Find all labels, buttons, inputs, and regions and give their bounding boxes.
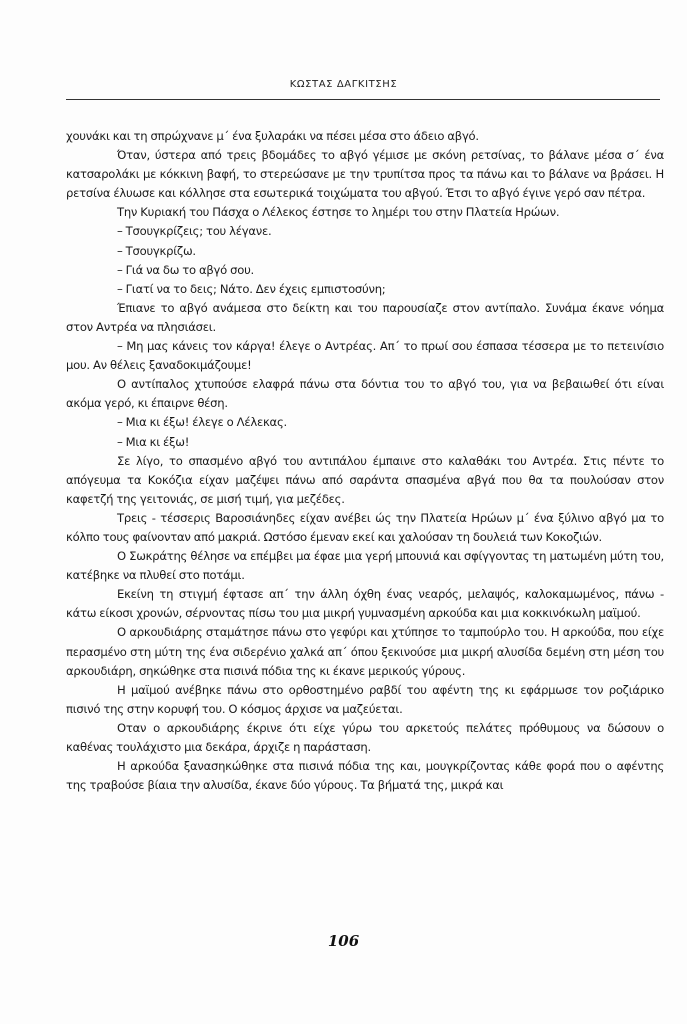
dialogue-line: – Γιατί να το δεις; Νάτο. Δεν έχεις εμπιστοσύνη;: [117, 281, 386, 296]
dialogue-line: – Μια κι έξω!: [117, 434, 190, 449]
dialogue-line: – Τσουγκρίζεις; του λέγανε.: [117, 224, 272, 239]
body-text: [66, 127, 664, 795]
dialogue-line: – Μια κι έξω! έλεγε ο Λέλεκας.: [117, 415, 287, 430]
page-number: 106: [327, 932, 360, 950]
paragraph: Όταν, ύστερα από τρεις βδομάδες το αβγό γέμισε με σκόνη ρετσίνας, το βάλανε μέσα σ΄ ένα κατσαρολάκι με κόκκινη βαφή, το στερεώσανε με την τρυπίτσα προς τα πάνω και το βάλανε να βράσει. Η ρετσίνα έλυωσε και κόλλησε στα εσωτερικά τοιχώματα του αβγού. Έτσι το αβγό έγινε γερό σαν πέτρα.: [66, 148, 664, 201]
paragraph: Την Κυριακή του Πάσχα ο Λέλεκος έστησε το λημέρι του στην Πλατεία Ηρώων.: [117, 205, 560, 220]
running-header: ΚΩΣΤΑΣ ΔΑΓΚΙΤΣΗΣ: [289, 79, 398, 90]
dialogue-line: – Μη μας κάνεις τον κάργα! έλεγε ο Αντρέας. Απ΄ το πρωί σου έσπασα τέσσερα με το πετεινίσιο μου. Αν θέλεις ξαναδοκιμάζουμε!: [66, 339, 664, 373]
paragraph: Έπιανε το αβγό ανάμεσα στο δείκτη και του παρουσίαζε στον αντίπαλο. Συνάμα έκανε νόημα στον Αντρέα να πλησιάσει.: [66, 300, 664, 334]
paragraph: Ο αρκουδιάρης σταμάτησε πάνω στο γεφύρι και χτύπησε το ταμπούρλο του. Η αρκούδα, που είχε περασμένο στη μύτη της ένα σιδερένιο χαλκά απ΄ όπου ξεκινούσε μια μικρή αλυσίδα δεμένη στη μέση του αρκουδιάρη, σηκώθηκε στα πισινά πόδια της κι έκανε μερικούς γύρους.: [66, 625, 664, 678]
dialogue-line: – Τσουγκρίζω.: [117, 243, 196, 258]
paragraph: Οταν ο αρκουδιάρης έκρινε ότι είχε γύρω του αρκετούς πελάτες πρόθυμους να δώσουν ο καθένας τουλάχιστο μια δεκάρα, άρχιζε η παράσταση.: [66, 720, 664, 754]
paragraph: Η αρκούδα ξανασηκώθηκε στα πισινά πόδια της και, μουγκρίζοντας κάθε φορά που ο αφέντης της τραβούσε βίαια την αλυσίδα, έκανε δύο γύρους. Τα βήματά της, μικρά και: [66, 759, 664, 793]
paragraph: Τρεις - τέσσερις Βαροσιάνηδες είχαν ανέβει ώς την Πλατεία Ηρώων μ΄ ένα ξύλινο αβγό μα το κόλπο τους φαίνονταν από μακριά. Ωστόσο έμεναν εκεί και χαλούσαν τη δουλειά των Κοκοζιών.: [66, 510, 664, 544]
paragraph: Ο Σωκράτης θέλησε να επέμβει μα έφαε μια γερή μπουνιά και σφίγγοντας τη ματωμένη μύτη του, κατέβηκε να πλυθεί στο ποτάμι.: [66, 549, 664, 583]
paragraph: Εκείνη τη στιγμή έφτασε απ΄ την άλλη όχθη ένας νεαρός, μελαψός, καλοκαμωμένος, πάνω - κάτω είκοσι χρονών, σέρνοντας πίσω του μια μικρή γυμνασμένη αρκούδα και μια κοκκινόκωλη μαϊμού.: [66, 587, 664, 621]
paragraph: Σε λίγο, το σπασμένο αβγό του αντιπάλου έμπαινε στο καλαθάκι του Αντρέα. Στις πέντε το απόγευμα τα Κοκόζια είχαν μαζέψει πάνω από σαράντα σπασμένα αβγά που θα τα πουλούσαν στον καφετζή της γειτονιάς, σε μισή τιμή, για μεζέδες.: [66, 453, 664, 506]
paragraph: Ο αντίπαλος χτυπούσε ελαφρά πάνω στα δόντια του το αβγό του, για να βεβαιωθεί ότι είναι ακόμα γερό, κι έπαιρνε θέση.: [66, 377, 664, 411]
paragraph: Η μαϊμού ανέβηκε πάνω στο ορθοστημένο ραβδί του αφέντη της κι εφάρμωσε τον ροζιάρικο πισινό της στην κορυφή του. Ο κόσμος άρχισε να μαζεύεται.: [66, 682, 664, 716]
dialogue-line: – Γιά να δω το αβγό σου.: [117, 262, 254, 277]
header-rule: [66, 99, 660, 100]
paragraph: χουνάκι και τη σπρώχνανε μ΄ ένα ξυλαράκι να πέσει μέσα στο άδειο αβγό.: [66, 129, 479, 143]
